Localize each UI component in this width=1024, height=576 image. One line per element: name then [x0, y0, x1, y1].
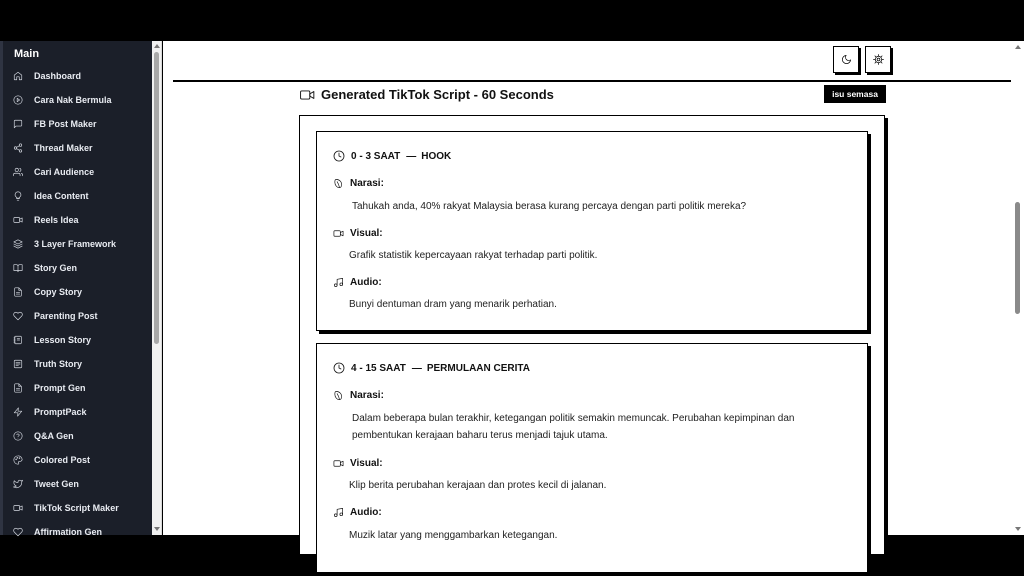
book-open-icon	[13, 263, 23, 273]
sidebar-item-parenting-post[interactable]	[3, 304, 152, 328]
topic-badge: isu semasa	[824, 85, 886, 103]
sidebar-item-label: Lesson Story	[34, 335, 92, 345]
field-label-text: Visual:	[350, 458, 383, 469]
scene-card	[316, 131, 868, 331]
sidebar-item-label: Q&A Gen	[34, 431, 74, 441]
header-divider	[173, 80, 1011, 82]
visual-text: Klip berita perubahan kerajaan dan protes kecil di jalanan.	[349, 480, 607, 491]
sidebar-item-promptpack[interactable]	[3, 400, 152, 424]
zap-icon	[13, 407, 23, 417]
video-icon	[333, 228, 344, 239]
clock-icon	[333, 150, 345, 162]
sidebar-item-label: Affirmation Gen	[34, 527, 103, 537]
main-scrollbar[interactable]	[1012, 41, 1024, 535]
music-icon	[333, 277, 344, 288]
help-circle-icon	[13, 431, 23, 441]
sidebar-item-colored-post[interactable]	[3, 448, 152, 472]
scroll-up-arrow-icon[interactable]	[1015, 45, 1021, 49]
sidebar-item-cara-nak-bermula[interactable]	[3, 88, 152, 112]
script-header	[300, 87, 554, 102]
sidebar-item-label: FB Post Maker	[34, 119, 97, 129]
layers-icon	[13, 239, 23, 249]
field-label-text: Audio:	[350, 277, 382, 288]
main-scroll-thumb[interactable]	[1015, 202, 1020, 314]
page-title: Generated TikTok Script - 60 Seconds	[321, 87, 554, 102]
sidebar-item-label: Reels Idea	[34, 215, 79, 225]
settings-button[interactable]	[865, 46, 891, 73]
video-icon	[13, 503, 23, 513]
theme-toggle-button[interactable]	[833, 46, 859, 73]
sidebar-item-label: Copy Story	[34, 287, 83, 297]
scroll-down-arrow-icon[interactable]	[154, 527, 160, 531]
sidebar-item-cari-audience[interactable]	[3, 160, 152, 184]
sidebar-item-3-layer-framework[interactable]	[3, 232, 152, 256]
home-icon	[13, 71, 23, 81]
field-label-text: Narasi:	[350, 178, 384, 189]
sidebar	[0, 41, 152, 535]
scroll-icon	[13, 359, 23, 369]
scene-time: 4 - 15 SAAT	[351, 362, 406, 374]
sidebar-item-affirmation-gen[interactable]	[3, 520, 152, 544]
sidebar-heading: Main	[14, 48, 40, 60]
gear-icon	[873, 54, 884, 65]
sidebar-item-tiktok-script-maker[interactable]	[3, 496, 152, 520]
narrasi-text-line-2: pembentukan kerajaan baharu terus menjadi tajuk utama.	[352, 430, 608, 441]
main-content	[163, 41, 1024, 541]
field-label-text: Audio:	[350, 507, 382, 518]
app-window	[0, 41, 1024, 541]
notebook-icon	[13, 335, 23, 345]
scene-time: 0 - 3 SAAT	[351, 150, 401, 162]
field-label-text: Visual:	[350, 228, 383, 239]
narrasi-text-line-1: Dalam beberapa bulan terakhir, ketegangan politik semakin memuncak. Perubahan kepimpinan dan	[352, 413, 795, 424]
narrasi-text: Tahukah anda, 40% rakyat Malaysia berasa kurang percaya dengan parti politik mereka?	[352, 201, 747, 212]
sidebar-item-copy-story[interactable]	[3, 280, 152, 304]
scene-section: PERMULAAN CERITA	[426, 362, 530, 374]
users-icon	[13, 167, 23, 177]
sidebar-item-label: Prompt Gen	[34, 383, 86, 393]
sidebar-scrollbar[interactable]	[152, 41, 162, 535]
audio-label	[333, 277, 382, 288]
visual-label	[333, 228, 383, 239]
sidebar-item-dashboard[interactable]	[3, 64, 152, 88]
sidebar-item-prompt-gen[interactable]	[3, 376, 152, 400]
narration-leaf-icon	[333, 390, 344, 401]
narrasi-label	[333, 390, 384, 401]
sidebar-item-idea-content[interactable]	[3, 184, 152, 208]
sidebar-item-label: Cara Nak Bermula	[34, 95, 112, 105]
video-icon	[13, 215, 23, 225]
audio-text: Muzik latar yang menggambarkan ketegangan.	[349, 530, 558, 541]
scene-heading	[333, 150, 451, 162]
scroll-down-arrow-icon[interactable]	[1015, 527, 1021, 531]
sidebar-scroll-thumb[interactable]	[154, 52, 159, 344]
scene-heading	[333, 362, 530, 374]
message-square-icon	[13, 119, 23, 129]
heart-icon	[13, 311, 23, 321]
sidebar-item-label: TikTok Script Maker	[34, 503, 119, 513]
scroll-up-arrow-icon[interactable]	[154, 44, 160, 48]
sidebar-item-label: Cari Audience	[34, 167, 95, 177]
file-text-icon	[13, 287, 23, 297]
sidebar-item-lesson-story[interactable]	[3, 328, 152, 352]
visual-text: Grafik statistik kepercayaan rakyat terhadap parti politik.	[349, 250, 598, 261]
file-text-icon	[13, 383, 23, 393]
sidebar-item-story-gen[interactable]	[3, 256, 152, 280]
moon-icon	[841, 54, 852, 65]
field-label-text: Narasi:	[350, 390, 384, 401]
heart-icon	[13, 527, 23, 537]
sidebar-item-label: Truth Story	[34, 359, 83, 369]
audio-label	[333, 507, 382, 518]
sidebar-item-tweet-gen[interactable]	[3, 472, 152, 496]
video-icon	[333, 458, 344, 469]
sidebar-item-label: Dashboard	[34, 71, 82, 81]
sidebar-item-label: Story Gen	[34, 263, 78, 273]
sidebar-item-label: Parenting Post	[34, 311, 98, 321]
sidebar-item-label: Colored Post	[34, 455, 91, 465]
share-icon	[13, 143, 23, 153]
sidebar-item-fb-post-maker[interactable]	[3, 112, 152, 136]
palette-icon	[13, 455, 23, 465]
music-icon	[333, 507, 344, 518]
twitter-icon	[13, 479, 23, 489]
sidebar-item-label: 3 Layer Framework	[34, 239, 117, 249]
scene-section: HOOK	[421, 150, 452, 162]
sidebar-item-label: Idea Content	[34, 191, 89, 201]
video-icon	[300, 89, 315, 101]
separator: —	[411, 362, 422, 374]
clock-icon	[333, 362, 345, 374]
scene-card	[316, 343, 868, 573]
visual-label	[333, 458, 383, 469]
sidebar-item-truth-story[interactable]	[3, 352, 152, 376]
narration-leaf-icon	[333, 178, 344, 189]
audio-text: Bunyi dentuman dram yang menarik perhatian.	[349, 299, 557, 310]
sidebar-item-label: Thread Maker	[34, 143, 93, 153]
play-circle-icon	[13, 95, 23, 105]
sidebar-item-label: PromptPack	[34, 407, 87, 417]
sidebar-item-thread-maker[interactable]	[3, 136, 152, 160]
sidebar-item-reels-idea[interactable]	[3, 208, 152, 232]
narrasi-label	[333, 178, 384, 189]
sidebar-item-label: Tweet Gen	[34, 479, 79, 489]
lightbulb-icon	[13, 191, 23, 201]
separator: —	[406, 150, 417, 162]
sidebar-item-qa-gen[interactable]	[3, 424, 152, 448]
